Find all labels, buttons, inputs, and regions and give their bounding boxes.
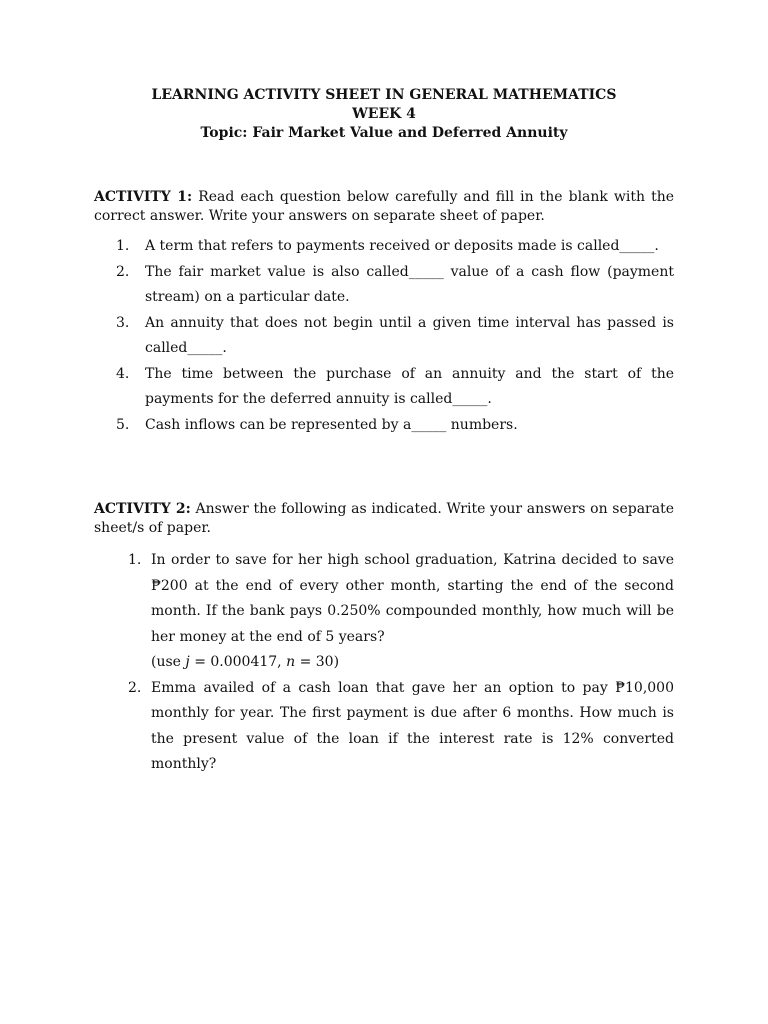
activity-1-label: ACTIVITY 1: [94,189,193,205]
question-text: Cash inflows can be represented by a_____ numbers. [145,416,518,433]
hint-variable-j: j [185,654,190,670]
activity-2-section [94,500,674,778]
activity-1-instructions: Read each question below carefully and fill in the blank with the correct answer. Write your answers on separate sheet of paper. [94,189,675,224]
week-label: WEEK 4 [352,106,416,122]
hint-n-value: = 30) [295,654,340,670]
problem-item [94,676,674,778]
problem-text: In order to save for her high school graduation, Katrina decided to save ₱200 at the end of every other month, starting the end of the second month. If the bank pays 0.250% compounded monthly, how much will be her money at the end of 5 years? [151,552,674,645]
question-item [94,234,674,260]
question-item [94,362,674,413]
activity-2-intro [94,500,674,538]
activity-1-question-list [94,234,674,438]
problem-number: 1. [128,552,142,568]
question-item [94,413,674,439]
activity-1-intro [94,188,674,226]
document-header [0,86,768,143]
hint-j-value: = 0.000417, [189,654,287,670]
question-number: 3. [116,314,130,331]
problem-number: 2. [128,679,142,696]
activity-2-instructions: Answer the following as indicated. Write your answers on separate sheet/s of paper. [94,501,675,536]
problem-item [94,548,674,676]
problem-hint [151,654,339,670]
question-text: A term that refers to payments received or deposits made is called_____. [145,238,659,254]
activity-2-problem-list [94,548,674,778]
question-number: 4. [116,365,130,382]
question-number: 1. [116,238,130,254]
activity-1-section [94,188,674,438]
question-item [94,260,674,311]
document-title: LEARNING ACTIVITY SHEET IN GENERAL MATHEMATICS [151,87,617,103]
hint-prefix: (use [151,654,186,670]
question-text: An annuity that does not begin until a given time interval has passed is called_____. [145,314,674,356]
topic-label: Topic: Fair Market Value and Deferred Annuity [200,125,568,141]
question-number: 2. [116,263,130,280]
question-text: The time between the purchase of an annuity and the start of the payments for the deferred annuity is called_____. [145,365,674,407]
hint-variable-n: n [286,654,296,670]
activity-2-label: ACTIVITY 2: [94,501,191,517]
problem-text: Emma availed of a cash loan that gave her an option to pay ₱10,000 monthly for year. The first payment is due after 6 months. How much is the present value of the loan if the interest rate is 12% converted monthly? [151,679,674,772]
question-item [94,311,674,362]
question-number: 5. [116,416,130,433]
question-text: The fair market value is also called_____ value of a cash flow (payment stream) on a particular date. [145,263,674,305]
